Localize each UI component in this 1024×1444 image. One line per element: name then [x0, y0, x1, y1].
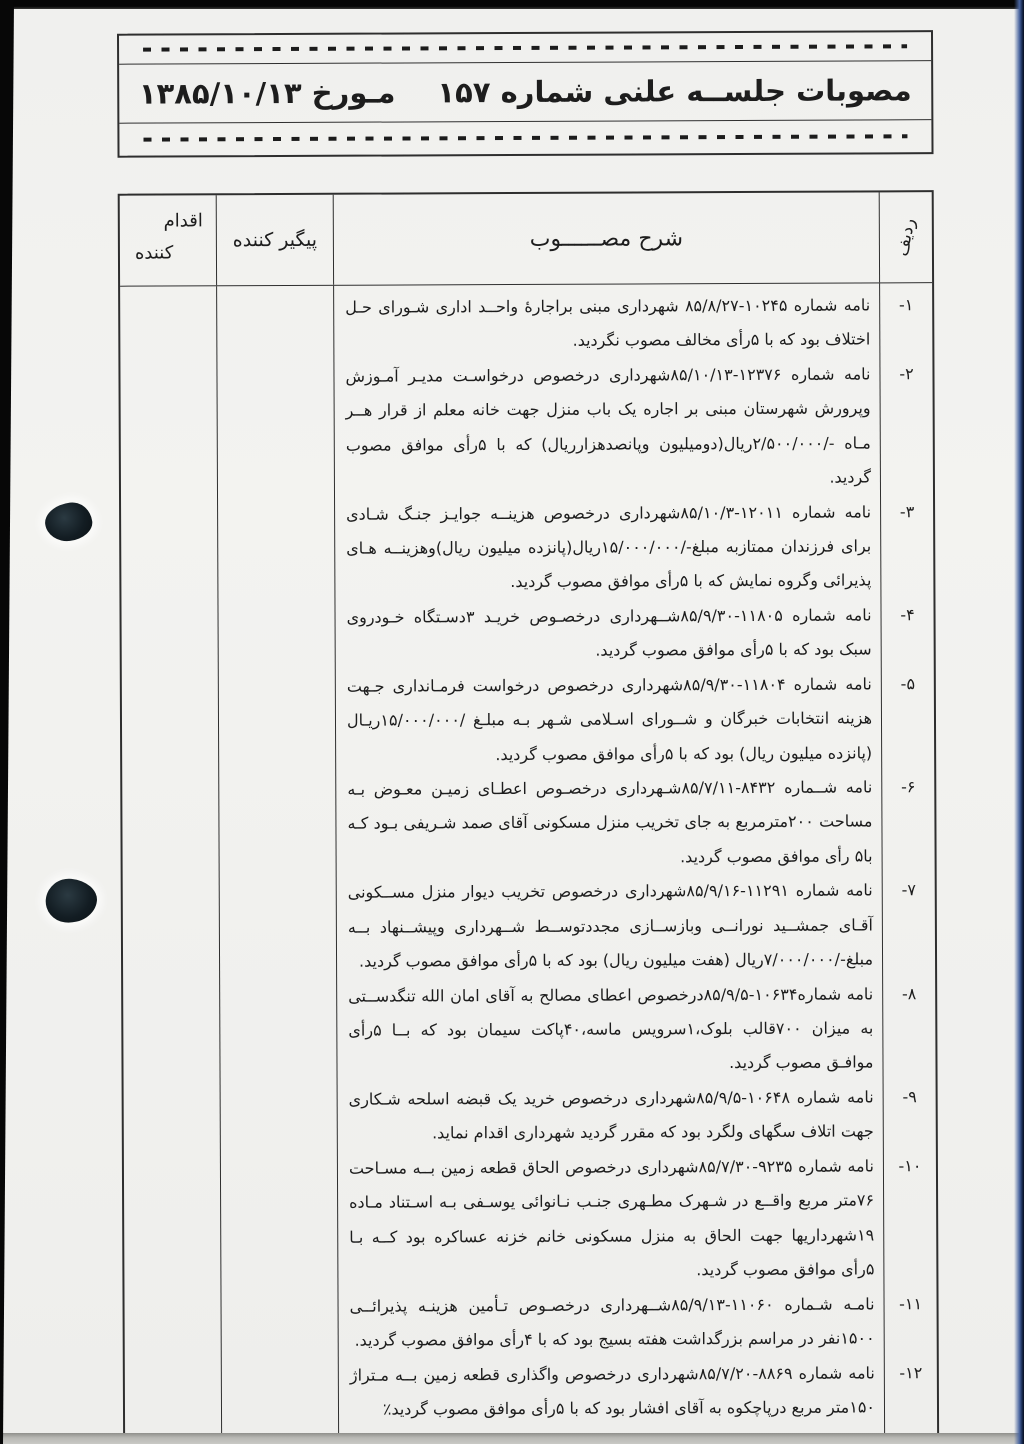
item-text: نامـه شـماره ۱۱۰۶۰-۸۵/۹/۱۳شــهرداری درخصـوص تـأمین هزینـه پذیرائــی ۱۵۰۰نفر در مراسم بزرگداشت هفته بسیج بود که با ۴رأی موافق مصوب گردید.	[349, 1294, 875, 1350]
item-number: ۱۱-	[899, 1293, 923, 1314]
table-body	[120, 283, 937, 1436]
header-dashed-band-bottom	[119, 120, 931, 156]
item-number: ۱۲-	[899, 1362, 923, 1383]
item-text: نامه شماره ۱۱۸۰۴-۸۵/۹/۳۰شهرداری درخصوص درخواست فرمـانداری جـهت هزینه انتخابات خبرگان و شــورای اسـلامی شـهر بـه مبلـغ /۱۵/۰۰۰/۰۰۰ریـال (پانزده میلیون ریال) بود که با ۵رأی موافق مصوب گردید.	[346, 674, 873, 764]
follower-column-empty	[216, 286, 338, 1436]
table-row	[335, 598, 933, 670]
table-row	[338, 1080, 936, 1152]
description-label: شرح مصــــــوب	[529, 225, 684, 252]
column-header-row-number	[879, 192, 932, 282]
item-text: نامه شماره ۱۲۳۷۶-۸۵/۱۰/۱۳شهرداری درخصوص درخواسـت مدیـر آمـوزش وپرورش شهرستان مبنی بر اجاره یک باب منزل جهت خانه معلم از قرار هــر مـاه -/۲/۵۰۰/۰۰۰ریال(دومیلیون وپانصدهزارریال) که با ۵رأی موافق مصوب گردید.	[345, 364, 871, 487]
actor-column-empty	[120, 286, 221, 1436]
table-row	[334, 288, 932, 360]
column-header-description	[333, 192, 879, 284]
table-header-row	[120, 192, 932, 287]
item-number: ۱-	[898, 295, 914, 315]
item-text: نامه شماره ۸۸۶۹-۸۵/۷/۲۰شهرداری درخصوص واگذاری قطعه زمین بــه مـتراژ ۱۵۰متر مربع درپاچکوه به آقای افشار بود که با ۵رأی موافق مصوب گردید٪	[349, 1363, 876, 1419]
item-text: نامه شماره۱۰۶۳۴-۸۵/۹/۵درخصوص اعطای مصالح به آقای امان الله تنگدســتی به میزان ۷۰۰قالب بلوک،۱سرویس ماسه،۴۰پاکت سیمان بود که بــا ۵رأی موافـق مصوب گردید.	[348, 983, 874, 1073]
item-text: نامه شماره ۱۰۶۴۸-۸۵/۹/۵شهرداری درخصوص خرید یک قبضه اسلحه شـکاری جهت اتلاف سگهای ولگرد بود که مقرر گردید شهرداری اقدام نماید.	[348, 1087, 874, 1143]
header-box	[117, 30, 934, 158]
item-number: ۴-	[900, 605, 915, 625]
dashed-line-top	[143, 44, 907, 51]
description-and-number-column	[333, 283, 937, 1435]
item-text: نامه شماره ۱۰۲۴۵-۸۵/۸/۲۷ شهرداری مبنی براجارهٔ واحــد اداری شـورای حـل اختلاف بود که با ۵رأی مخالف مصوب نگردید.	[345, 295, 871, 351]
item-number: ۶-	[901, 777, 916, 797]
item-number: ۳-	[899, 501, 915, 521]
dashed-line-bottom	[143, 134, 907, 141]
resolutions-table	[118, 190, 939, 1438]
table-row	[337, 873, 935, 979]
item-number: ۹-	[902, 1086, 917, 1107]
header-title-band	[119, 60, 931, 124]
scan-edge-top	[0, 0, 1024, 9]
actor-label-line1: اقدام	[163, 210, 203, 232]
item-number: ۱۰-	[898, 1155, 922, 1176]
item-number: ۸-	[901, 983, 917, 1003]
column-header-follower	[216, 195, 333, 286]
hole-punch-bottom	[44, 876, 99, 925]
table-row	[334, 357, 933, 497]
item-text: نامه شماره ۱۱۸۰۵-۸۵/۹/۳۰شــهرداری درخصـوص خریـد ۳دسـتگاه خـودروی سبک بود که با ۵رأی موافق مصوب گردید.	[346, 605, 872, 660]
table-row	[335, 495, 933, 601]
scan-edge-bottom	[0, 1433, 1024, 1444]
table-row	[338, 1149, 937, 1290]
follower-label: پیگیر کننده	[232, 228, 318, 252]
page-title: مصوبات جلســه علنی شماره ۱۵۷	[437, 73, 912, 110]
item-text: نامه شماره ۱۱۲۹۱-۸۵/۹/۱۶شهرداری درخصوص تخریب دیوار منزل مســکونی آقـای جمشــید نورانــی وبازســازی مجددتوســط شــهرداری وپیشــنهاد بــه مبلغ-/۷/۰۰۰/۰۰۰ریال (هفت میلیون ریال) بود که با ۵رأی موافق مصوب گردید.	[347, 880, 874, 971]
actor-label-line2: کننده	[134, 242, 174, 264]
column-header-actor	[120, 195, 216, 285]
hole-punch-top	[43, 500, 94, 544]
item-text: نامه شماره ۱۲۰۱۱-۸۵/۱۰/۳شهرداری درخصوص هزینــه جوایـز جنـگ شـادی برای فرزندان ممتازبه مبلغ-/۱۵/۰۰۰/۰۰۰ریال(پانزده میلیون ریال)وهزینــه هـای پذیرائی وگروه نمایش که با ۵رأی موافق مصوب گردید.	[346, 502, 872, 592]
item-text: نامه شماره ۹۲۳۵-۸۵/۷/۳۰شهرداری درخصوص الحاق قطعه زمین بــه مسـاحت ۷۶متر مربع واقــع در شـهرک مطـهری جنـب نـانوائی یوسـفی بـه اسـتناد مـاده ۱۹شهرداریها جهت الحاق به منزل مسکونی خانم خزنه عساکره بود کــه بـا ۵رأی موافق مصوب گردید.	[348, 1156, 875, 1280]
item-text: نامه شــماره ۸۴۳۲-۸۵/۷/۱۱شـهرداری درخصـوص اعطـای زمیـن معـوض بـه مساحت ۲۰۰مترمربع به جای تخریب منزل مسکونی آقای صمد شـریفی بـود کـه با۵ رأی موافق مصوب گردید.	[347, 777, 873, 867]
header-dashed-band-top	[119, 32, 931, 64]
row-number-label: ردیف	[892, 216, 920, 258]
table-row	[338, 1287, 936, 1359]
item-number: ۵-	[900, 674, 916, 694]
table-row	[336, 770, 934, 876]
scan-edge-right	[1014, 0, 1024, 1444]
table-row	[339, 1356, 937, 1428]
item-number: ۲-	[899, 364, 914, 384]
table-row	[337, 977, 935, 1083]
page-title-date: مـورخ ۱۳۸۵/۱۰/۱۳	[138, 75, 396, 111]
item-number: ۷-	[901, 880, 916, 900]
table-row	[336, 667, 934, 773]
